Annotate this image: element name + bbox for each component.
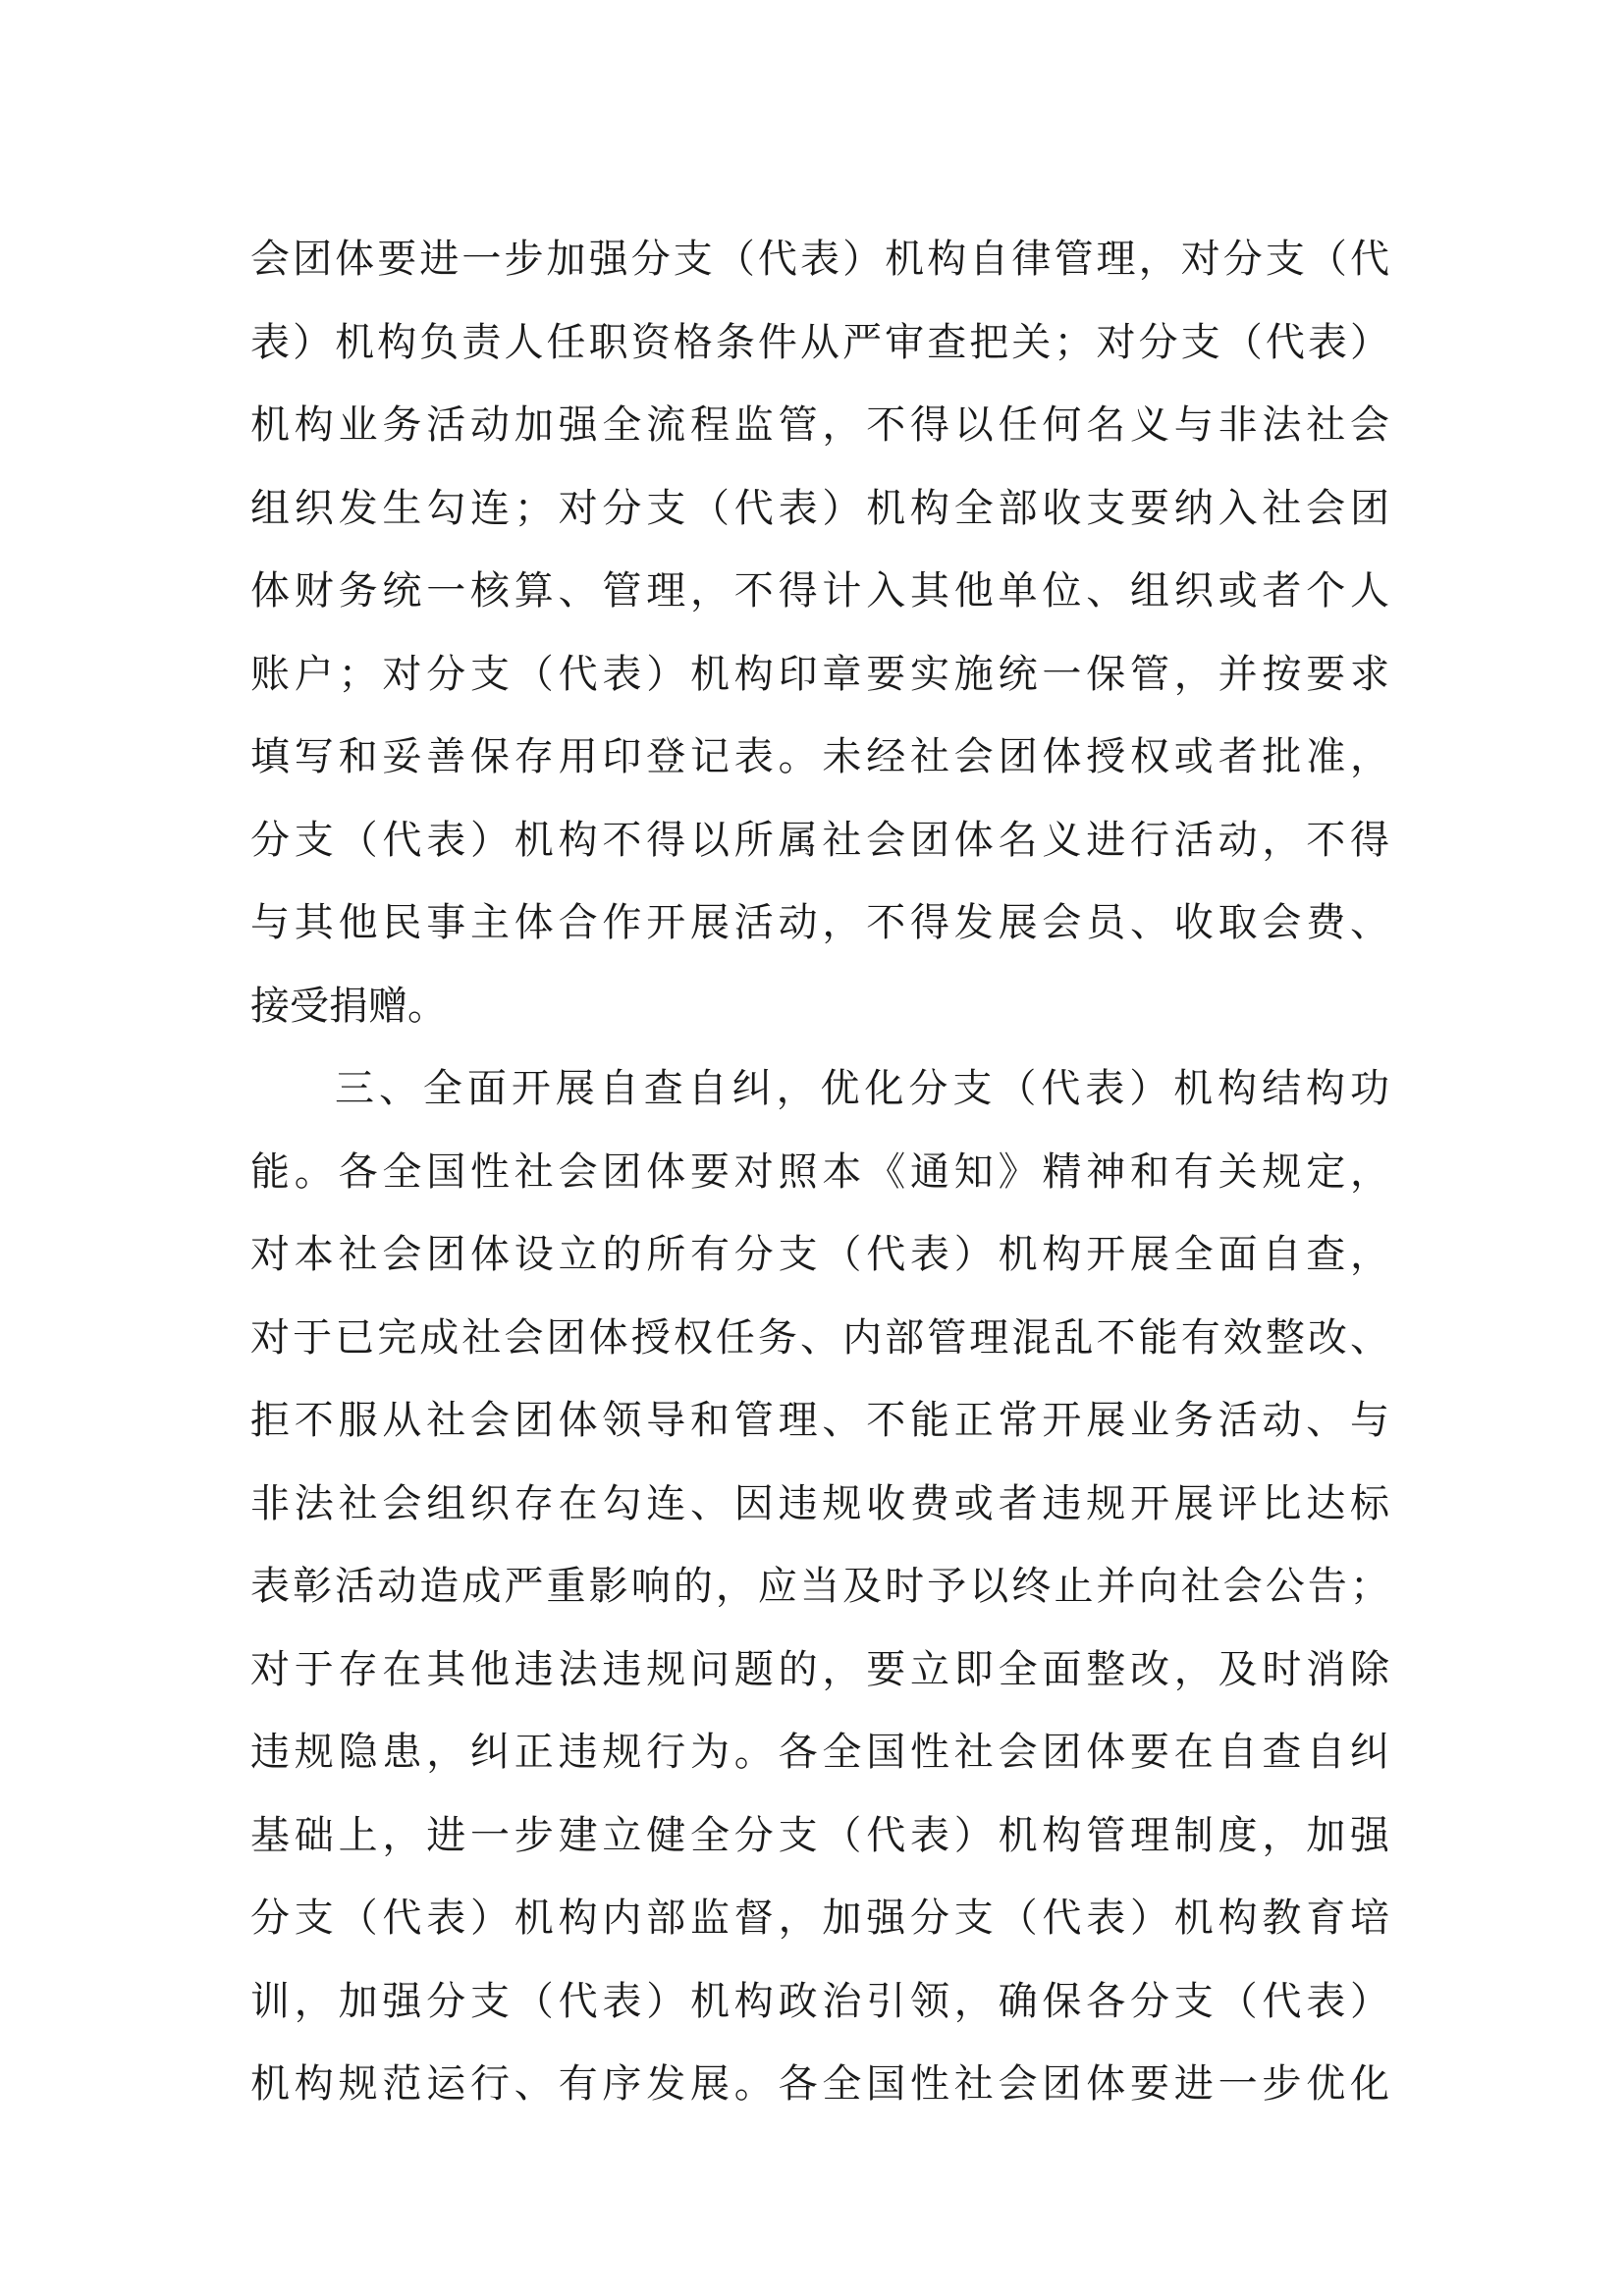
text-line-10: 接受捐赠。 <box>250 983 447 1029</box>
text-line-19: 违规隐患，纠正违规行为。各全国性社会团体要在自查自纠 <box>250 1730 1389 1775</box>
text-line-23: 机构规范运行、有序发展。各全国性社会团体要进一步优化 <box>250 2061 1389 2107</box>
text-line-17: 表彰活动造成严重影响的，应当及时予以终止并向社会公告； <box>250 1564 1389 1609</box>
section-heading-line: 三、全面开展自查自纠，优化分支（代表）机构结构功 <box>335 1066 1389 1111</box>
text-line-12: 能。各全国性社会团体要对照本《通知》精神和有关规定， <box>250 1148 1389 1195</box>
text-line-8: 分支（代表）机构不得以所属社会团体名义进行活动，不得 <box>250 817 1389 863</box>
text-line-7: 填写和妥善保存用印登记表。未经社会团体授权或者批准， <box>250 734 1389 779</box>
text-line-5: 体财务统一核算、管理，不得计入其他单位、组织或者个人 <box>250 568 1389 614</box>
document-body <box>250 218 1389 2126</box>
text-line-4: 组织发生勾连；对分支（代表）机构全部收支要纳入社会团 <box>250 485 1389 531</box>
text-line-3: 机构业务活动加强全流程监管，不得以任何名义与非法社会 <box>250 402 1389 448</box>
text-line-20: 基础上，进一步建立健全分支（代表）机构管理制度，加强 <box>250 1812 1389 1858</box>
text-line-14: 对于已完成社会团体授权任务、内部管理混乱不能有效整改、 <box>250 1314 1389 1361</box>
text-line-21: 分支（代表）机构内部监督，加强分支（代表）机构教育培 <box>250 1896 1389 1941</box>
text-line-1: 会团体要进一步加强分支（代表）机构自律管理，对分支（代 <box>250 237 1389 282</box>
text-line-15: 拒不服从社会团体领导和管理、不能正常开展业务活动、与 <box>250 1398 1389 1443</box>
text-line-22: 训，加强分支（代表）机构政治引领，确保各分支（代表） <box>250 1978 1389 2024</box>
text-line-9: 与其他民事主体合作开展活动，不得发展会员、收取会费、 <box>250 900 1389 945</box>
text-line-6: 账户；对分支（代表）机构印章要实施统一保管，并按要求 <box>250 651 1389 697</box>
text-line-18: 对于存在其他违法违规问题的，要立即全面整改，及时消除 <box>250 1646 1389 1692</box>
text-line-16: 非法社会组织存在勾连、因违规收费或者违规开展评比达标 <box>250 1480 1389 1526</box>
text-line-13: 对本社会团体设立的所有分支（代表）机构开展全面自查， <box>250 1232 1389 1277</box>
text-line-2: 表）机构负责人任职资格条件从严审查把关；对分支（代表） <box>250 319 1389 365</box>
